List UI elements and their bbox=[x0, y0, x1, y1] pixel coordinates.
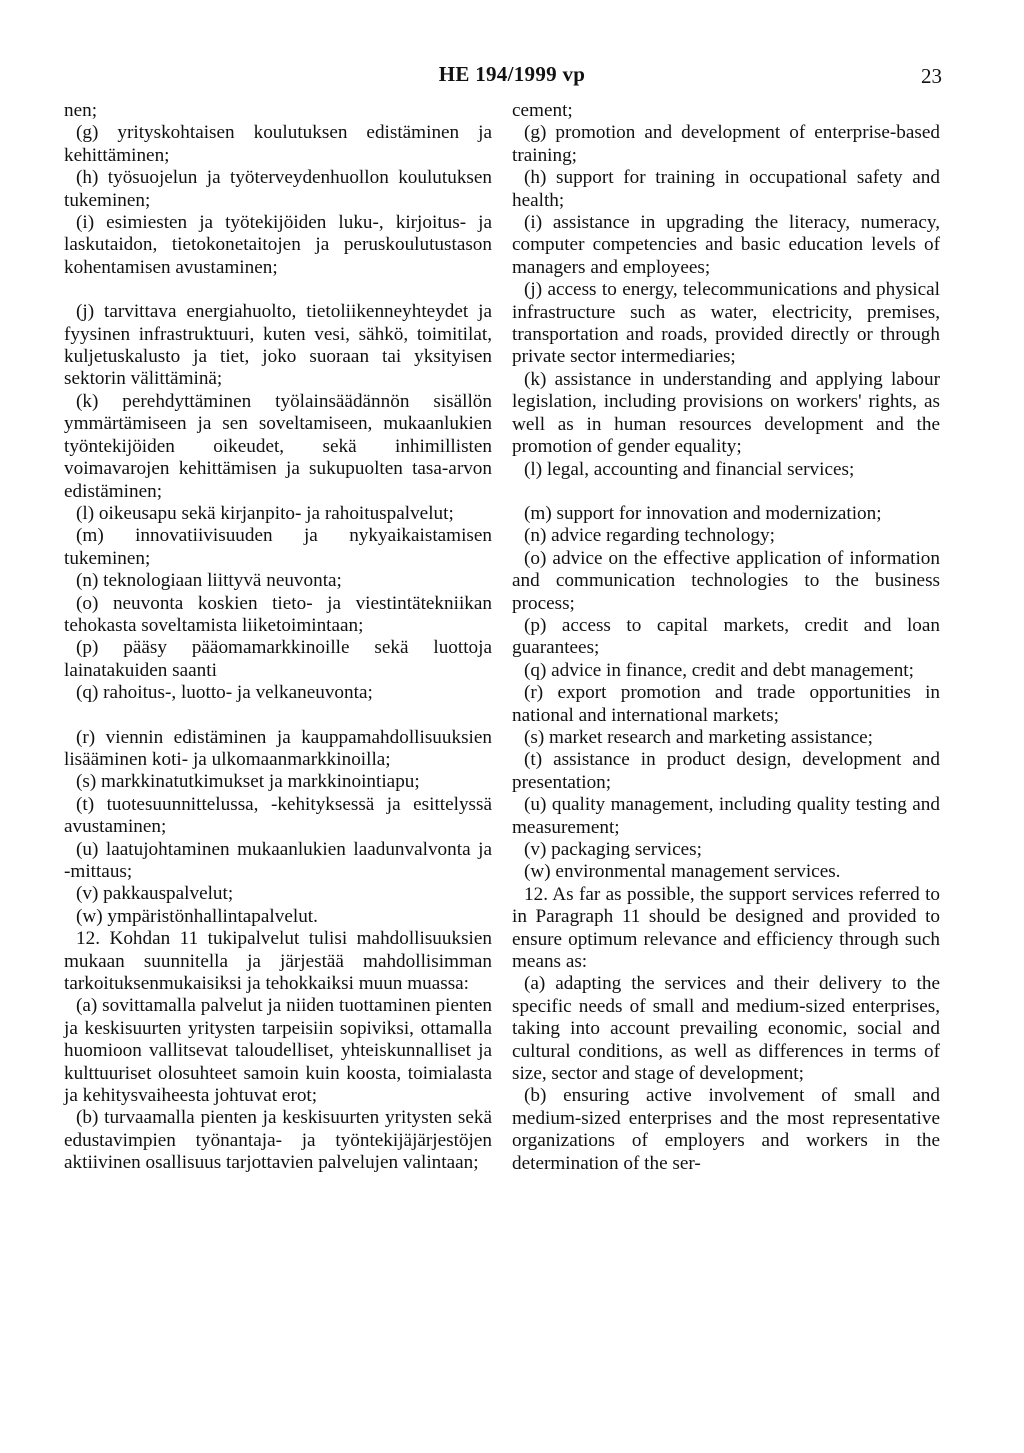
list-item-t: (t) tuotesuunnittelussa, -kehityksessä ja esittelyssä avustaminen; bbox=[64, 793, 492, 838]
list-item-n: (n) teknologiaan liittyvä neuvonta; bbox=[76, 570, 342, 592]
english-column bbox=[512, 100, 940, 1175]
list-item-r: (r) export promotion and trade opportunities in national and international markets; bbox=[512, 682, 940, 726]
list-item-o: (o) neuvonta koskien tieto- ja viestintätekniikan tehokasta soveltamista liiketoimintaan; bbox=[64, 592, 492, 636]
spacer bbox=[64, 705, 492, 727]
section-12-intro: 12. As far as possible, the support services referred to in Paragraph 11 should be designed and provided to ensure optimum relevance and efficiency through such means as: bbox=[512, 883, 940, 973]
list-item-o: (o) advice on the effective application of information and communication technologies to the business process; bbox=[512, 547, 940, 614]
list-item-h: (h) support for training in occupational safety and health; bbox=[512, 167, 940, 211]
spacer bbox=[64, 279, 492, 301]
list-item-m: (m) support for innovation and modernization; bbox=[524, 502, 882, 524]
list-item-h: (h) työsuojelun ja työterveydenhuollon koulutuksen tukeminen; bbox=[64, 167, 492, 211]
list-item-i: (i) esimiesten ja työtekijöiden luku-, kirjoitus- ja laskutaidon, tietokonetaitojen ja peruskoulutustason kohentamisen avustaminen; bbox=[64, 212, 492, 278]
list-item-n: (n) advice regarding technology; bbox=[524, 525, 775, 547]
list-item-q: (q) advice in finance, credit and debt management; bbox=[524, 659, 914, 681]
list-item-a: (a) sovittamalla palvelut ja niiden tuottaminen pienten ja keskisuurten yritysten tarpeisiin sopiviksi, ottamalla huomioon vallitsevat taloudelliset, yhteiskunnalliset ja kulttuuriset olosuhteet samoin kuin koosta, toimialasta ja kehitysvaiheesta johtuvat erot; bbox=[64, 995, 492, 1107]
list-item-w: (w) environmental management services. bbox=[524, 861, 841, 883]
list-item-l: (l) oikeusapu sekä kirjanpito- ja rahoituspalvelut; bbox=[76, 502, 454, 524]
list-item-q: (q) rahoitus-, luotto- ja velkaneuvonta; bbox=[76, 682, 373, 704]
page-number: 23 bbox=[921, 64, 942, 88]
list-item-s: (s) markkinatutkimukset ja markkinointiapu; bbox=[76, 771, 420, 793]
list-item-s: (s) market research and marketing assistance; bbox=[524, 726, 873, 748]
list-item-j: (j) access to energy, telecommunications and physical infrastructure such as water, electricity, premises, transportation and roads, provided directly or through private sector intermediaries; bbox=[512, 279, 940, 368]
list-item-p: (p) access to capital markets, credit and loan guarantees; bbox=[512, 614, 940, 659]
finnish-column bbox=[64, 100, 492, 1175]
document-header: HE 194/1999 vp bbox=[438, 62, 586, 86]
spacer bbox=[512, 481, 940, 503]
section-12-intro: 12. Kohdan 11 tukipalvelut tulisi mahdollisuuksien mukaan suunnitella ja järjestää mahdollisimman tarkoituksenmukaisiksi ja tehokkaiksi muun muassa: bbox=[64, 928, 492, 995]
list-item-j: (j) tarvittava energiahuolto, tietoliikenneyhteydet ja fyysinen infrastruktuuri, kuten vesi, sähkö, toimitilat, kuljetuskalusto ja tiet, joko suoraan tai yksityisen sektorin välittäminä; bbox=[64, 301, 492, 390]
list-item-r: (r) viennin edistäminen ja kauppamahdollisuuksien lisääminen koti- ja ulkomaanmarkkinoilla; bbox=[64, 726, 492, 770]
list-item-m: (m) innovatiivisuuden ja nykyaikaistamisen tukeminen; bbox=[64, 525, 492, 569]
paragraph: nen; bbox=[64, 100, 98, 121]
list-item-b: (b) ensuring active involvement of small and medium-sized enterprises and the most representative organizations of employers and workers in the determination of the ser- bbox=[512, 1085, 940, 1174]
list-item-g: (g) yrityskohtaisen koulutuksen edistäminen ja kehittäminen; bbox=[64, 122, 492, 166]
list-item-g: (g) promotion and development of enterprise-based training; bbox=[512, 122, 940, 166]
list-item-a: (a) adapting the services and their delivery to the specific needs of small and medium-sized enterprises, taking into account prevailing economic, social and cultural conditions, as well as differences in terms of size, sector and stage of development; bbox=[512, 973, 940, 1085]
list-item-k: (k) assistance in understanding and applying labour legislation, including provisions on workers' rights, as well as in human resources development and the promotion of gender equality; bbox=[512, 368, 940, 458]
list-item-k: (k) perehdyttäminen työlainsäädännön sisällön ymmärtämiseen ja sen soveltamiseen, mukaanlukien työntekijöiden oikeudet, sekä inhimillisten voimavarojen kehittämisen ja sukupuolten tasa-arvon edistäminen; bbox=[64, 390, 492, 502]
list-item-t: (t) assistance in product design, development and presentation; bbox=[512, 749, 940, 793]
list-item-l: (l) legal, accounting and financial services; bbox=[524, 458, 855, 480]
list-item-u: (u) quality management, including quality testing and measurement; bbox=[512, 794, 940, 838]
list-item-b: (b) turvaamalla pienten ja keskisuurten yritysten sekä edustavimpien työnantaja- ja työntekijäjärjestöjen aktiivinen osallisuus tarjottavien palvelujen valintaan; bbox=[64, 1107, 492, 1174]
list-item-i: (i) assistance in upgrading the literacy, numeracy, computer competencies and basic education levels of managers and employees; bbox=[512, 212, 940, 278]
list-item-v: (v) packaging services; bbox=[524, 839, 702, 860]
list-item-p: (p) pääsy pääomamarkkinoille sekä luottoja lainatakuiden saanti bbox=[64, 637, 492, 681]
list-item-v: (v) pakkauspalvelut; bbox=[76, 883, 234, 905]
list-item-w: (w) ympäristönhallintapalvelut. bbox=[76, 905, 318, 927]
list-item-u: (u) laatujohtaminen mukaanlukien laadunvalvonta ja -mittaus; bbox=[64, 838, 492, 882]
paragraph: cement; bbox=[512, 100, 573, 121]
